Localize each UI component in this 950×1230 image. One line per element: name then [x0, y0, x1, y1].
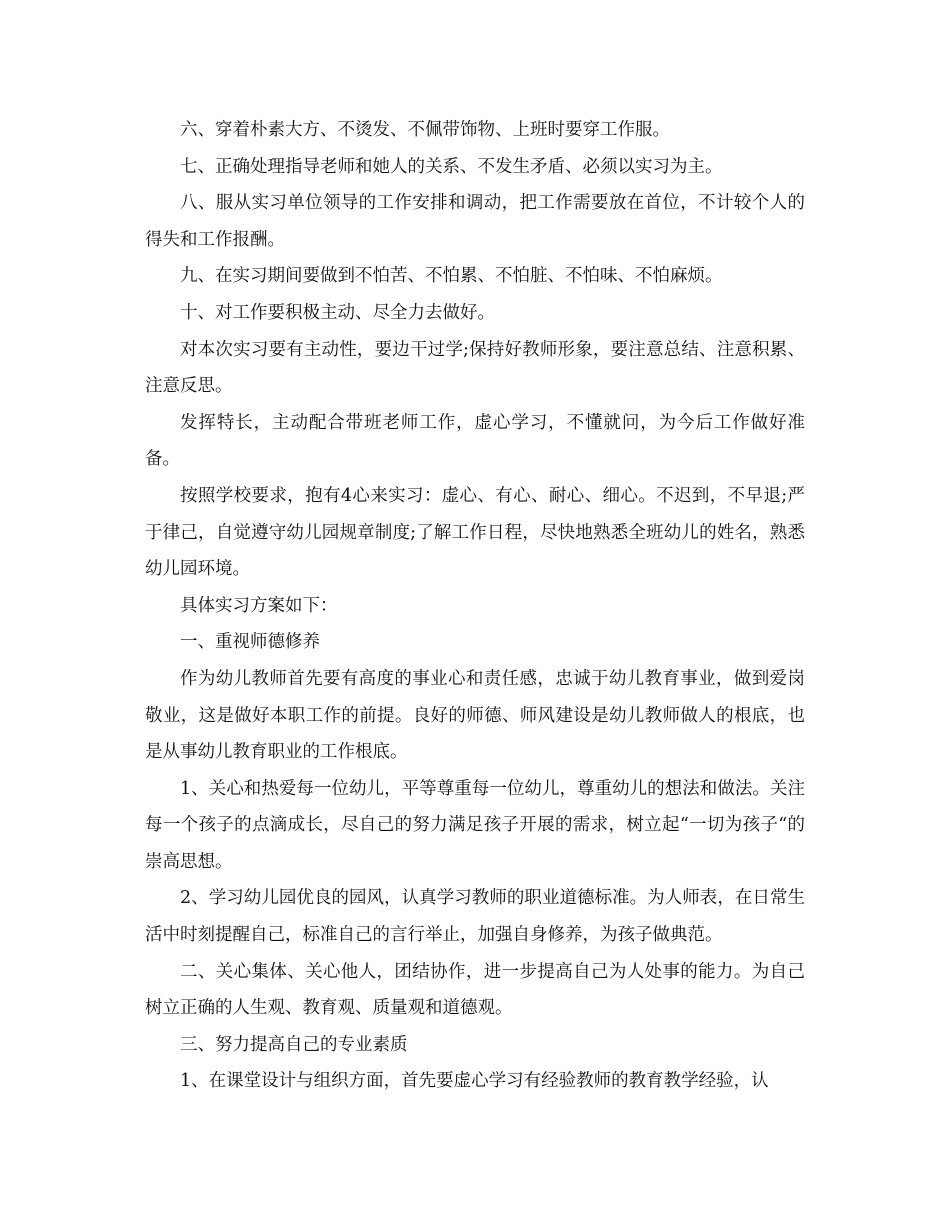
paragraph-obey-arrangement: 八、服从实习单位领导的工作安排和调动，把工作需要放在首位，不计较个人的得失和工作报酬。 [145, 193, 805, 250]
paragraph-proactive: 十、对工作要积极主动、尽全力去做好。 [180, 302, 495, 323]
paragraph-initiative: 对本次实习要有主动性，要边干过学;保持好教师形象，要注意总结、注意积累、注意反思。 [145, 339, 805, 397]
paragraph-ethics-item-2: 2、学习幼儿园优良的园风，认真学习教师的职业道德标准。为人师表，在日常生活中时刻提醒自己，标准自己的言行举止，加强自身修养，为孩子做典范。 [145, 888, 805, 946]
paragraph-professional-item-1: 1、在课堂设计与组织方面，首先要虚心学习有经验教师的教育教学经验，认 [180, 1071, 769, 1092]
paragraph-strengths: 发挥特长，主动配合带班老师工作，虚心学习，不懂就问，为今后工作做好准备。 [145, 412, 805, 470]
section-heading-ethics: 一、重视师德修养 [180, 632, 320, 653]
paragraph-ethics-item-1: 1、关心和热爱每一位幼儿，平等尊重每一位幼儿，尊重幼儿的想法和做法。关注每一个孩子的点滴成长，尽自己的努力满足孩子开展的需求，树立起“一切为孩子“的崇高思想。 [145, 778, 805, 872]
section-heading-professional: 三、努力提高自己的专业素质 [180, 1034, 408, 1055]
paragraph-ethics-body: 作为幼儿教师首先要有高度的事业心和责任感，忠诚于幼儿教育事业，做到爱岗敬业，这是做好本职工作的前提。良好的师德、师风建设是幼儿教师做人的根底，也是从事幼儿教育职业的工作根底。 [145, 668, 805, 763]
paragraph-plan-intro: 具体实习方案如下： [180, 595, 338, 616]
paragraph-not-afraid: 九、在实习期间要做到不怕苦、不怕累、不怕脏、不怕味、不怕麻烦。 [180, 266, 723, 287]
paragraph-dress-code: 六、穿着朴素大方、不烫发、不佩带饰物、上班时要穿工作服。 [180, 120, 670, 140]
document-body [145, 112, 805, 1100]
section-heading-collective: 二、关心集体、关心他人，团结协作，进一步提高自己为人处事的能力。为自己树立正确的人生观、教育观、质量观和道德观。 [145, 961, 805, 1019]
paragraph-relationships: 七、正确处理指导老师和她人的关系、不发生矛盾、必须以实习为主。 [180, 156, 723, 177]
paragraph-school-requirements: 按照学校要求，抱有4心来实习：虚心、有心、耐心、细心。不迟到，不早退;严于律己，自觉遵守幼儿园规章制度;了解工作日程，尽快地熟悉全班幼儿的姓名，熟悉幼儿园环境。 [145, 485, 805, 580]
